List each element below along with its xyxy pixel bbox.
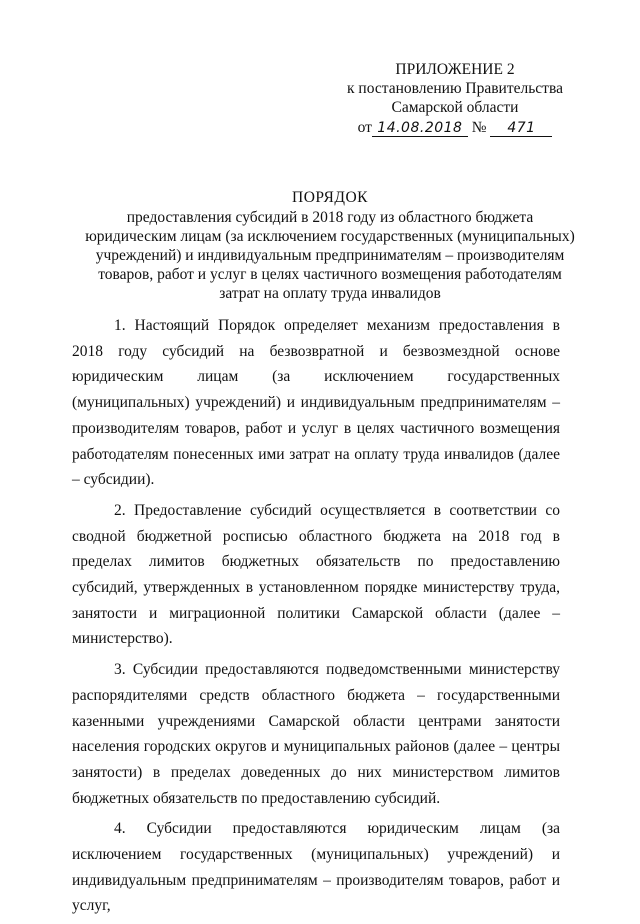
document-body [72, 313, 560, 924]
paragraph-1: 1. Настоящий Порядок определяет механизм предоставления в 2018 году субсидий на безвозвратной и безвозмездной основе юридическим лицам (за исключением государственных (муниципальных) учреждений) и индивидуальным предпринимателям – производителям товаров, работ и услуг в целях частичного возмещения работодателям понесенных ими затрат на оплату труда инвалидов (далее – субсидии). [72, 317, 560, 489]
number-label: № [471, 119, 487, 136]
paragraph-2: 2. Предоставление субсидий осуществляется в соответствии со сводной бюджетной росписью областного бюджета на 2018 год в пределах лимитов бюджетных обязательств по предоставлению субсидий, утвержденных в установленном порядке министерству труда, занятости и миграционной политики Самарской области (далее – министерство). [72, 501, 560, 648]
title-line: затрат на оплату труда инвалидов [219, 285, 441, 302]
document-title-block [80, 188, 580, 303]
document-heading: ПОРЯДОК [292, 189, 368, 206]
appendix-date-line [330, 118, 580, 137]
appendix-region: Самарской области [391, 99, 519, 116]
appendix-title: ПРИЛОЖЕНИЕ 2 [395, 61, 515, 78]
date-prefix: от [357, 119, 372, 136]
paragraph-3: 3. Субсидии предоставляются подведомственными министерству распорядителями средств областного бюджета – государственными казенными учреждениями Самарской области центрами занятости населения городских округов и муниципальных районов (далее – центры занятости) в пределах доведенных до них министерством лимитов бюджетных обязательств по предоставлению субсидий. [72, 661, 560, 807]
handwritten-date: 14.08.2018 [372, 121, 468, 137]
title-line: товаров, работ и услуг в целях частичного возмещения работодателям [98, 266, 562, 283]
title-line: предоставления субсидий в 2018 году из областного бюджета [126, 209, 534, 226]
title-line: учреждений) и индивидуальным предпринимателям – производителям [95, 247, 565, 264]
title-line: юридическим лицам (за исключением государственных (муниципальных) [85, 228, 575, 245]
appendix-reference: к постановлению Правительства [347, 80, 563, 97]
appendix-header [330, 60, 580, 137]
paragraph-4: 4. Субсидии предоставляются юридическим лицам (за исключением государственных (муниципальных) учреждений) и индивидуальным предпринимателям – производителям товаров, работ и услуг, [72, 820, 560, 915]
handwritten-number: 471 [490, 121, 552, 137]
